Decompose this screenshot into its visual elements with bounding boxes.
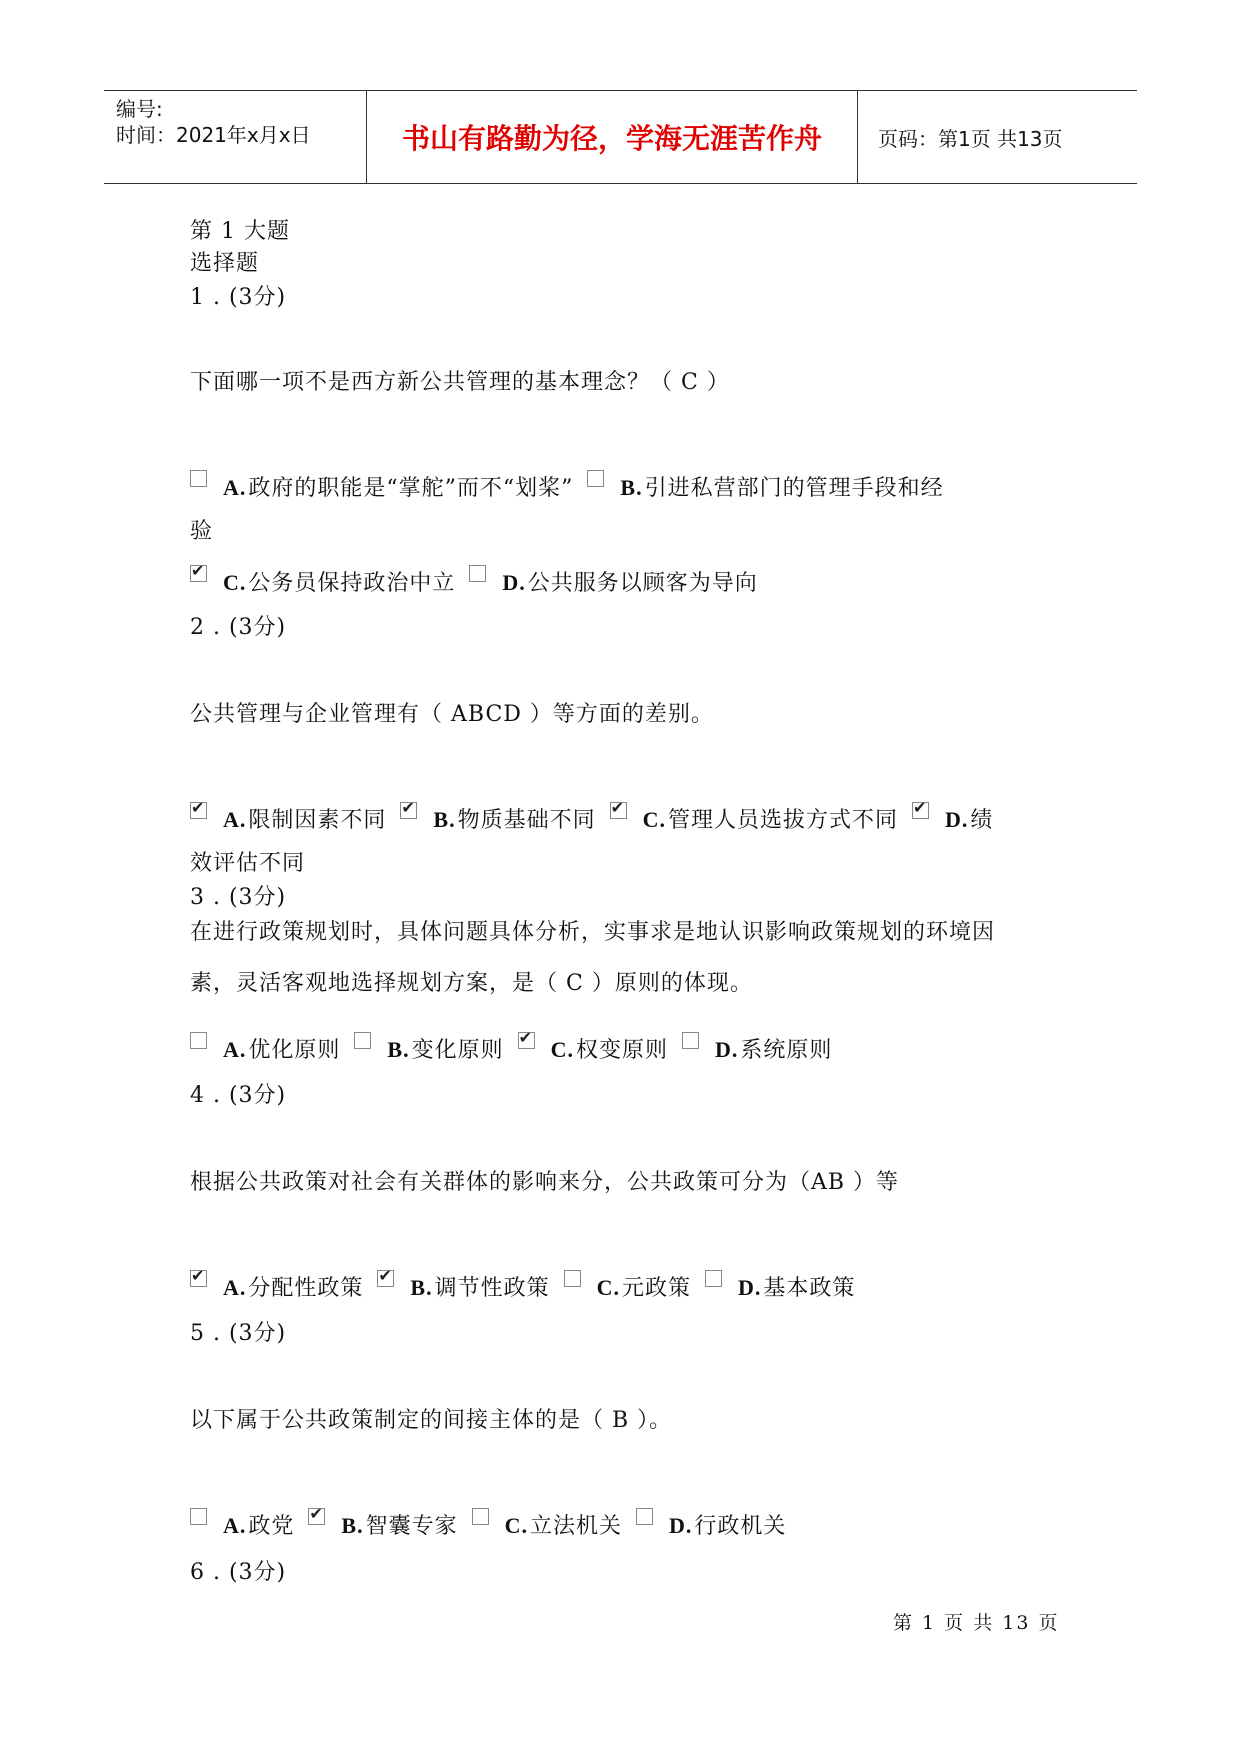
option-letter: D. [669, 1513, 693, 1538]
option-letter: C. [223, 570, 247, 595]
header-page-label: 页码：第1页 共13页 [878, 126, 1063, 151]
question-stem: 根据公共政策对社会有关群体的影响来分，公共政策可分为（AB ）等 [190, 1170, 900, 1195]
option-letter: B. [410, 1275, 433, 1300]
checkbox-d[interactable] [682, 1032, 699, 1049]
section-title: 第 1 大题 [190, 219, 290, 244]
option-text: 元政策 [622, 1276, 692, 1301]
option-text: 管理人员选拔方式不同 [668, 808, 899, 833]
option-letter: C. [550, 1037, 574, 1062]
question-stem: 以下属于公共政策制定的间接主体的是（ B ）。 [190, 1408, 673, 1433]
option-text: 公共服务以顾客为导向 [527, 571, 758, 596]
header-meta-cell [104, 91, 367, 183]
option-text: 系统原则 [740, 1038, 833, 1063]
option-letter: D. [715, 1037, 739, 1062]
checkbox-c[interactable] [472, 1508, 489, 1525]
checkbox-a[interactable] [190, 1508, 207, 1525]
option-letter: A. [223, 1513, 247, 1538]
option-text: 分配性政策 [248, 1276, 364, 1301]
question-stem: 下面哪一项不是西方新公共管理的基本理念？（ C ） [190, 370, 730, 395]
question-stem: 在进行政策规划时，具体问题具体分析，实事求是地认识影响政策规划的环境因 [190, 920, 996, 945]
option-letter: A. [223, 1037, 247, 1062]
question-options [190, 1508, 792, 1540]
option-letter: B. [387, 1037, 410, 1062]
question-number: 4 . (3分) [190, 1083, 287, 1108]
checkbox-d[interactable] [705, 1270, 722, 1287]
option-text: 物质基础不同 [457, 808, 596, 833]
option-text: 基本政策 [763, 1276, 856, 1301]
question-options [190, 1032, 838, 1064]
option-text: 优化原则 [248, 1038, 341, 1063]
checkbox-a[interactable] [190, 470, 207, 487]
option-letter: A. [223, 807, 247, 832]
checkbox-d[interactable] [469, 565, 486, 582]
option-text: 政府的职能是“掌舵”而不“划桨” [248, 476, 574, 501]
document-header [104, 90, 1137, 184]
question-number: 3 . (3分) [190, 885, 287, 910]
checkbox-b[interactable] [308, 1508, 325, 1525]
question-options [190, 470, 950, 502]
option-text: 政党 [248, 1514, 295, 1539]
question-options [190, 1270, 861, 1302]
question-number: 5 . (3分) [190, 1321, 287, 1346]
question-number: 6 . (3分) [190, 1560, 287, 1585]
option-text: 行政机关 [694, 1514, 787, 1539]
option-letter: C. [504, 1513, 528, 1538]
checkbox-a[interactable] [190, 1032, 207, 1049]
option-letter: D. [945, 807, 969, 832]
option-wrap-text: 验 [190, 519, 214, 544]
option-text: 调节性政策 [434, 1276, 550, 1301]
option-letter: B. [341, 1513, 364, 1538]
checkbox-a[interactable] [190, 802, 207, 819]
option-text: 智囊专家 [365, 1514, 458, 1539]
option-text: 立法机关 [530, 1514, 623, 1539]
checkbox-d[interactable] [636, 1508, 653, 1525]
header-motto: 书山有路勤为径，学海无涯苦作舟 [367, 91, 858, 183]
option-letter: D. [738, 1275, 762, 1300]
option-text: 引进私营部门的管理手段和经 [644, 476, 944, 501]
option-letter: C. [596, 1275, 620, 1300]
option-letter: B. [433, 807, 456, 832]
question-stem: 素，灵活客观地选择规划方案，是（ C ）原则的体现。 [190, 971, 753, 996]
checkbox-b[interactable] [377, 1270, 394, 1287]
checkbox-c[interactable] [610, 802, 627, 819]
checkbox-c[interactable] [518, 1032, 535, 1049]
checkbox-c[interactable] [564, 1270, 581, 1287]
option-text: 变化原则 [411, 1038, 504, 1063]
checkbox-b[interactable] [400, 802, 417, 819]
option-wrap-text: 效评估不同 [190, 851, 306, 876]
checkbox-b[interactable] [587, 470, 604, 487]
option-text: 权变原则 [576, 1038, 669, 1063]
option-letter: C. [642, 807, 666, 832]
checkbox-d[interactable] [912, 802, 929, 819]
question-stem: 公共管理与企业管理有（ ABCD ）等方面的差别。 [190, 702, 714, 727]
option-letter: D. [502, 570, 526, 595]
doc-number-label: 编号: [116, 97, 163, 121]
option-letter: A. [223, 475, 247, 500]
section-subtitle: 选择题 [190, 251, 260, 276]
question-number: 2 . (3分) [190, 615, 287, 640]
option-text: 绩 [970, 808, 994, 833]
checkbox-c[interactable] [190, 565, 207, 582]
question-number: 1 . (3分) [190, 285, 287, 310]
checkbox-a[interactable] [190, 1270, 207, 1287]
page-footer: 第 1 页 共 13 页 [893, 1612, 1060, 1634]
checkbox-b[interactable] [354, 1032, 371, 1049]
question-options [190, 565, 764, 597]
option-text: 公务员保持政治中立 [248, 571, 456, 596]
question-options [190, 802, 999, 834]
option-text: 限制因素不同 [248, 808, 387, 833]
doc-time-label: 时间：2021年x月x日 [116, 123, 311, 147]
option-letter: B. [620, 475, 643, 500]
option-letter: A. [223, 1275, 247, 1300]
